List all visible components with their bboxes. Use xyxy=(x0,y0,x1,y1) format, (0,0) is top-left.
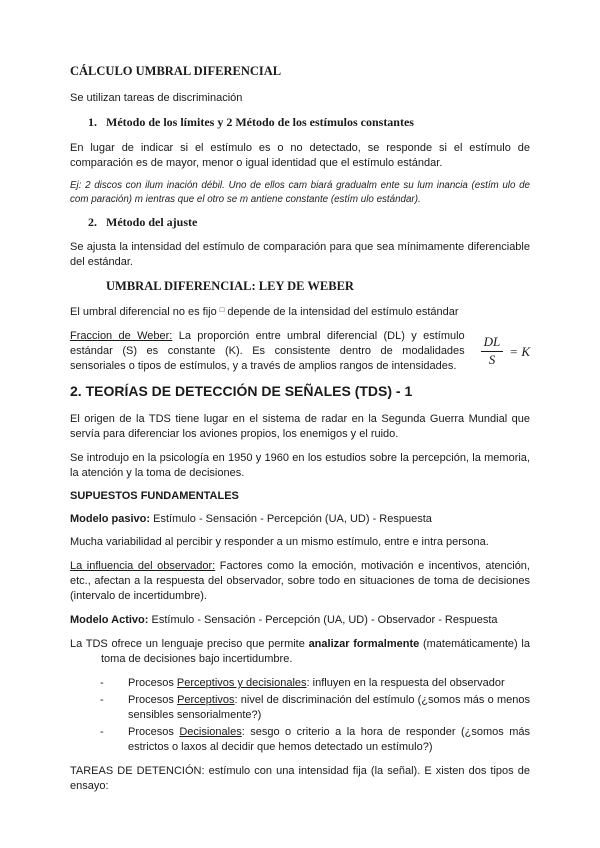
umbral-text-post: depende de la intensidad del estímulo estándar xyxy=(224,306,459,319)
modelo-pasivo-text: Estímulo - Sensación - Percepción (UA, UD) - Respuesta xyxy=(150,512,432,525)
list-item xyxy=(100,676,530,691)
bullet-underlined: Perceptivos xyxy=(177,694,235,707)
missing-glyph-box: □ xyxy=(219,305,225,315)
umbral-text-pre: El umbral diferencial no es fijo xyxy=(70,306,220,319)
para-tds-lenguaje xyxy=(70,637,530,667)
bullet-post: : sesgo o criterio a la hora de responder (¿somos más estrictos o laxos al decidir que hemos detectado un estímulo?) xyxy=(128,726,530,753)
para-intro-discriminacion: Se utilizan tareas de discriminación xyxy=(70,92,243,104)
modelo-pasivo-label: Modelo pasivo: xyxy=(70,512,151,525)
heading-calculo-umbral: CÁLCULO UMBRAL DIFERENCIAL xyxy=(70,64,282,78)
modelo-activo-text: Estímulo - Sensación - Percepción (UA, UD) - Observador - Respuesta xyxy=(148,614,498,627)
fraction-numerator: DL xyxy=(481,335,504,352)
bullet-dash: - xyxy=(100,726,104,738)
bullet-dash: - xyxy=(100,694,104,707)
para-variabilidad: Mucha variabilidad al percibir y responder a un mismo estímulo, entre e intra persona. xyxy=(70,536,489,549)
para-psicologia: Se introdujo en la psicología en 1950 y 1960 en los estudios sobre la percepción, la memoria, la atención y la toma de decisiones. xyxy=(70,451,530,479)
fraction xyxy=(481,335,504,368)
bullet-text xyxy=(128,676,530,691)
bullet-post: : influyen en la respuesta del observador xyxy=(306,677,505,690)
tds-bold-analizar: analizar formalmente xyxy=(308,638,420,651)
bullet-dash: - xyxy=(100,677,104,690)
tds-text-post: (matemáticamente) la toma de decisiones bajo incertidumbre. xyxy=(101,638,530,666)
bullet-text xyxy=(128,725,530,755)
weber-fraction-block xyxy=(70,329,530,374)
list-item xyxy=(100,725,530,755)
heading-ley-weber: UMBRAL DIFERENCIAL: LEY DE WEBER xyxy=(106,279,354,294)
para-influencia-observador xyxy=(70,559,530,604)
bullet-list xyxy=(70,676,530,755)
influencia-text: Factores como la emoción, motivación e incentivos, atención, etc., afectan a la respuesta del observador, sobre todo en situaciones de toma de decisiones (intervalo de incertidumbre). xyxy=(70,560,530,603)
list-item xyxy=(100,693,530,723)
bullet-underlined: Decisionales xyxy=(179,726,242,738)
para-modelo-pasivo xyxy=(70,512,530,527)
item-number: 2. xyxy=(88,214,97,229)
para-ejemplo-discos: Ej: 2 discos con ilum inación débil. Uno de ellos cam biará gradualm ente su lum inancia (estím ulo de com paración) m ientras que el otro se m antiene constante (estím ulo estándar). xyxy=(70,180,530,205)
numbered-heading-metodo-limites xyxy=(88,115,530,131)
para-ajuste: Se ajusta la intensidad del estímulo de comparación para que sea mínimamente diferenciable del estándar. xyxy=(70,241,530,269)
bullet-pre: Procesos xyxy=(128,677,177,690)
para-tareas-detencion: TAREAS DE DETENCIÓN: estímulo con una intensidad fija (la señal). E xisten dos tipos de ensayo: xyxy=(70,764,530,792)
para-fraccion-weber xyxy=(70,329,465,374)
weber-label: Fraccion de Weber: xyxy=(70,330,173,343)
item-number: 1. xyxy=(88,114,97,129)
para-umbral-no-fijo xyxy=(70,305,530,320)
bullet-pre: Procesos xyxy=(128,726,180,738)
para-en-lugar: En lugar de indicar si el estímulo es o no detectado, se responde si el estímulo de comparación es de mayor, menor o igual identidad que el estímulo estándar. xyxy=(70,141,530,169)
para-modelo-activo xyxy=(70,613,530,628)
weber-formula xyxy=(481,335,530,368)
bullet-pre: Procesos xyxy=(128,694,178,707)
heading-supuestos: SUPUESTOS FUNDAMENTALES xyxy=(70,489,239,502)
fraction-equals-k: = K xyxy=(509,343,530,359)
fraction-denominator: S xyxy=(488,352,496,368)
item-text: Método del ajuste xyxy=(106,214,198,229)
weber-body-text: La proporción entre umbral diferencial (DL) y estímulo estándar (S) es constante (K). Es consistente dentro de modalidades sensoriales o tipos de estímulos, y a través de amplios rangos de intensidades. xyxy=(70,330,465,373)
bullet-underlined: Perceptivos y decisionales xyxy=(176,677,307,690)
heading-teorias-tds: 2. TEORÍAS DE DETECCIÓN DE SEÑALES (TDS) - 1 xyxy=(70,383,413,400)
bullet-text xyxy=(128,693,530,723)
numbered-heading-metodo-ajuste xyxy=(88,215,530,231)
modelo-activo-label: Modelo Activo: xyxy=(70,614,149,627)
influencia-label: La influencia del observador: xyxy=(70,560,216,573)
bullet-post: : nivel de discriminación del estímulo (¿somos más o menos sensibles sensorialmente?) xyxy=(128,694,530,722)
para-origen-tds: El origen de la TDS tiene lugar en el sistema de radar en la Segunda Guerra Mundial que servía para diferenciar los aviones propios, los enemigos y el ruido. xyxy=(70,412,530,440)
tds-text-pre: La TDS ofrece un lenguaje preciso que permite xyxy=(70,638,309,651)
item-text: Método de los límites y 2 Método de los estímulos constantes xyxy=(106,114,414,129)
